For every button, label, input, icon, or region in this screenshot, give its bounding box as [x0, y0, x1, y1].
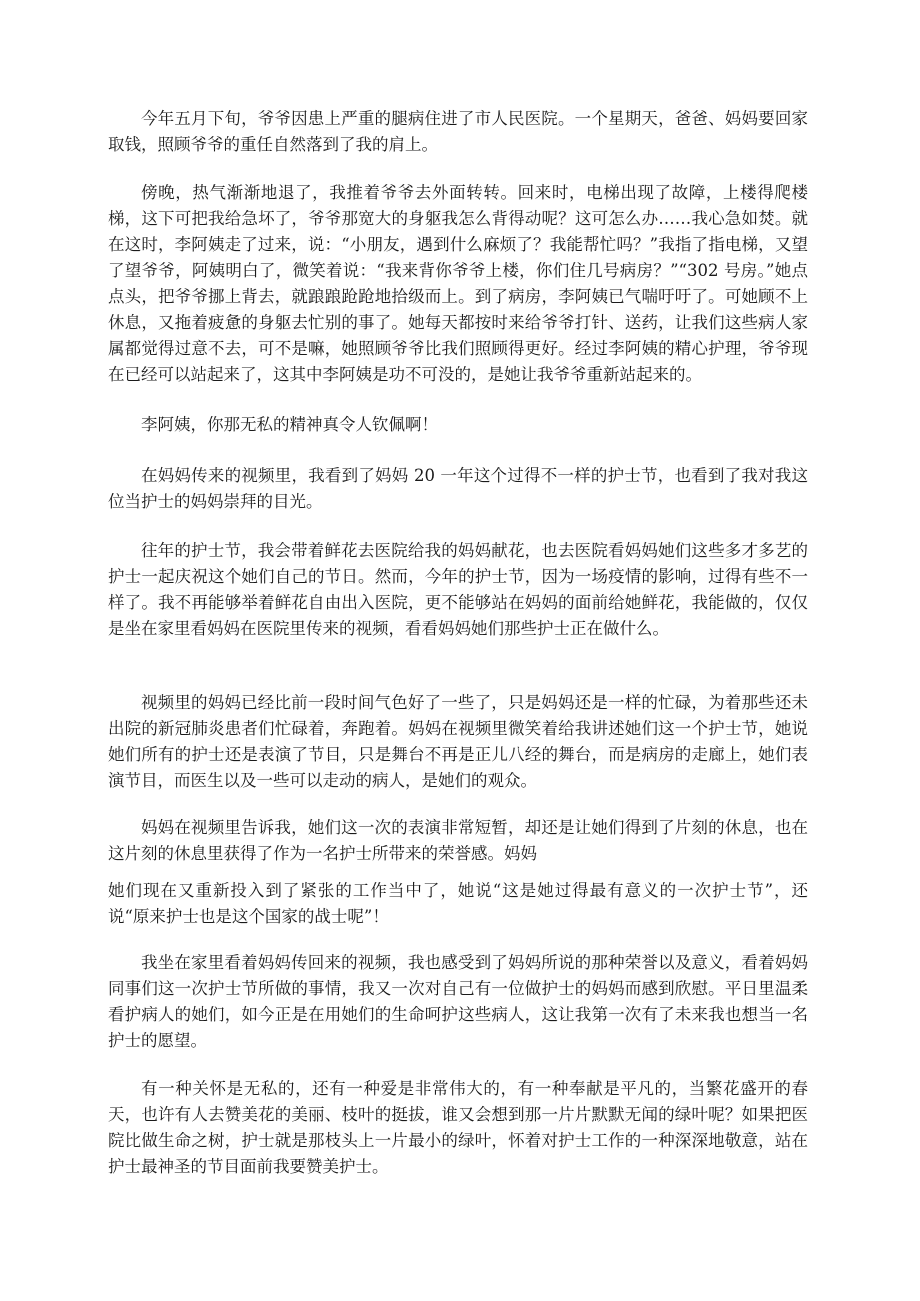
paragraph-hospital-grandpa: 今年五月下旬，爷爷因患上严重的腿病住进了市人民医院。一个星期天，爸爸、妈妈要回家取钱，照顾爷爷的重任自然落到了我的肩上。: [108, 109, 808, 154]
paragraph-praise-aunt-li: 李阿姨，你那无私的精神真令人钦佩啊！: [141, 415, 438, 434]
paragraph-praise-nurses: 有一种关怀是无私的，还有一种爱是非常伟大的，有一种奉献是平凡的，当繁花盛开的春天，也许有人去赞美花的美丽、枝叶的挺拔，谁又会想到那一片片默默无闻的绿叶呢？如果把医院比做生命之树，护士就是那枝头上一片最小的绿叶，怀着对护士工作的一种深深地敬意，站在护士最神圣的节目面前我要赞美护士。: [108, 1079, 808, 1176]
paragraph-performance: 妈妈在视频里告诉我，她们这一次的表演非常短暂，却还是让她们得到了片刻的休息，也在这片刻的休息里获得了作为一名护士所带来的荣誉感。妈妈: [108, 818, 808, 863]
paragraph-elevator-story: 傍晚，热气渐渐地退了，我推着爷爷去外面转转。回来时，电梯出现了故障，上楼得爬楼梯，这下可把我给急坏了，爷爷那宽大的身躯我怎么背得动呢？这可怎么办……我心急如焚。就在这时，李阿姨走了过来，说：“小朋友，遇到什么麻烦了？我能帮忙吗？”我指了指电梯，又望了望爷爷，阿姨明白了，微笑着说：“我来背你爷爷上楼，你们住几号病房？”“302 号房。”她点点头，把爷爷挪上背去，就踉踉跄跄地拾级而上。到了病房，李阿姨已气喘吁吁了。可她顾不上休息，又拖着疲惫的身躯去忙别的事了。她每天都按时来给爷爷打针、送药，让我们这些病人家属都觉得过意不去，可不是嘛，她照顾爷爷比我们照顾得更好。经过李阿姨的精心护理，爷爷现在已经可以站起来了，这其中李阿姨是功不可没的，是她让我爷爷重新站起来的。: [108, 183, 808, 384]
paragraph-back-to-work: 她们现在又重新投入到了紧张的工作当中了，她说“这是她过得最有意义的一次护士节”，还说“原来护士也是这个国家的战士呢”！: [108, 881, 808, 926]
paragraph-video-nurse-day: 在妈妈传来的视频里，我看到了妈妈 20 一年这个过得不一样的护士节，也看到了我对我这位当护士的妈妈崇拜的目光。: [108, 466, 808, 511]
paragraph-past-nurse-days: 往年的护士节，我会带着鲜花去医院给我的妈妈献花，也去医院看妈妈她们这些多才多艺的护士一起庆祝这个她们自己的节日。然而，今年的护士节，因为一场疫情的影响，过得有些不一样了。我不再能够举着鲜花自由出入医院，更不能够站在妈妈的面前给她鲜花，我能做的，仅仅是坐在家里看妈妈在医院里传来的视频，看看妈妈她们那些护士正在做什么。: [108, 541, 808, 638]
paragraph-mom-in-video: 视频里的妈妈已经比前一段时间气色好了一些了，只是妈妈还是一样的忙碌，为着那些还未出院的新冠肺炎患者们忙碌着，奔跑着。妈妈在视频里微笑着给我讲述她们这一个护士节，她说她们所有的护士还是表演了节目，只是舞台不再是正儿八经的舞台，而是病房的走廊上，她们表演节目，而医生以及一些可以走动的病人，是她们的观众。: [108, 693, 808, 790]
paragraph-my-wish: 我坐在家里看着妈妈传回来的视频，我也感受到了妈妈所说的那种荣誉以及意义，看着妈妈同事们这一次护士节所做的事情，我又一次对自己有一位做护士的妈妈而感到欣慰。平日里温柔看护病人的她们，如今正是在用她们的生命呵护这些病人，这让我第一次有了未来我也想当一名护士的愿望。: [108, 953, 808, 1050]
